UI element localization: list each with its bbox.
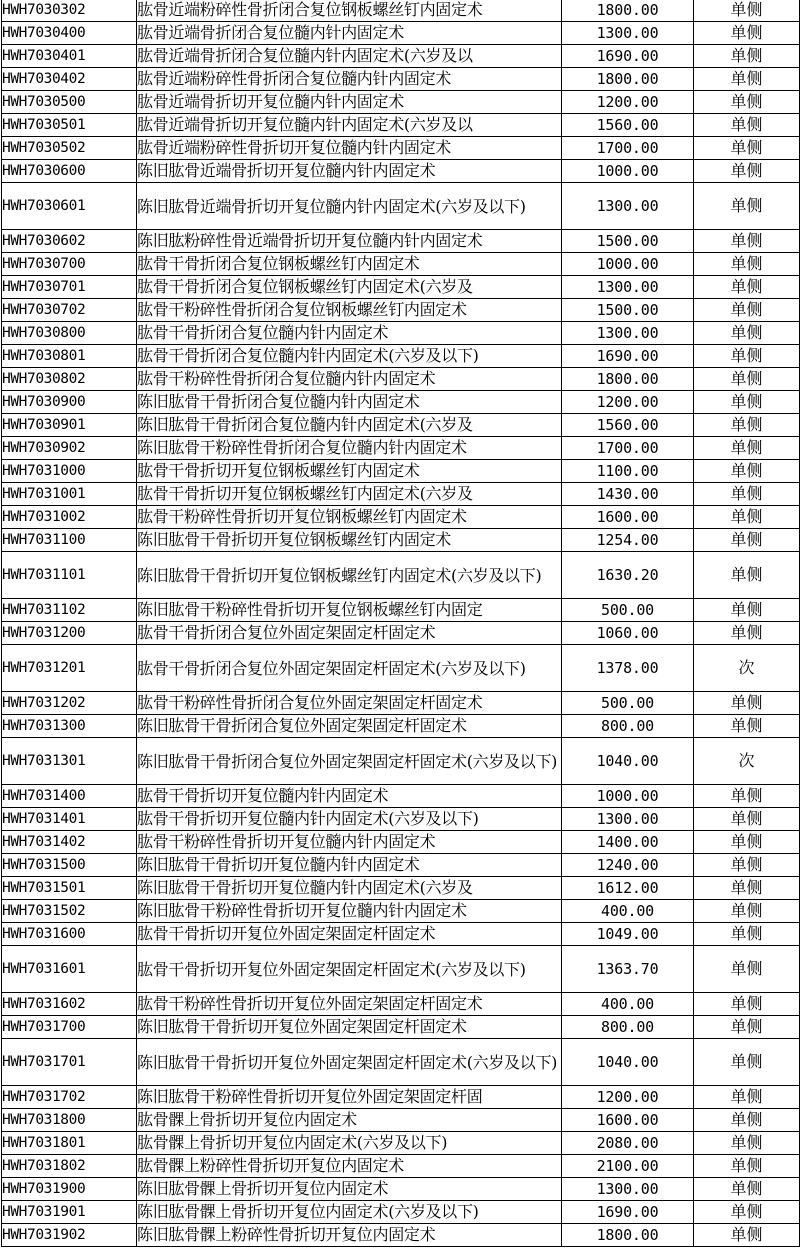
item-code-cell: HWH7030402 [2, 68, 137, 91]
item-name-cell: 肱骨干骨折切开复位髓内针内固定术(六岁及以下) [137, 808, 562, 831]
price-cell: 1560.00 [562, 414, 694, 437]
item-name-cell: 陈旧肱骨干骨折切开复位外固定架固定杆固定术(六岁及以下) [137, 1039, 562, 1086]
item-name-cell: 陈旧肱骨干骨折闭合复位外固定架固定杆固定术(六岁及以下) [137, 738, 562, 785]
unit-cell: 次 [694, 738, 800, 785]
item-code-cell: HWH7031000 [2, 460, 137, 483]
item-name-cell: 陈旧肱骨干骨折切开复位外固定架固定杆固定术 [137, 1016, 562, 1039]
unit-cell: 单侧 [694, 230, 800, 253]
table-row [2, 1109, 800, 1132]
item-code-cell: HWH7031802 [2, 1155, 137, 1178]
item-name-cell: 肱骨干粉碎性骨折闭合复位钢板螺丝钉内固定术 [137, 299, 562, 322]
table-row [2, 345, 800, 368]
unit-cell: 单侧 [694, 137, 800, 160]
item-name-cell: 陈旧肱骨髁上骨折切开复位内固定术 [137, 1178, 562, 1201]
price-cell: 1800.00 [562, 68, 694, 91]
item-name-cell: 陈旧肱骨干骨折切开复位钢板螺丝钉内固定术(六岁及以下) [137, 552, 562, 599]
item-name-cell: 肱骨干骨折闭合复位钢板螺丝钉内固定术(六岁及 [137, 276, 562, 299]
item-name-cell: 陈旧肱骨干粉碎性骨折切开复位钢板螺丝钉内固定 [137, 599, 562, 622]
fee-table-body [2, 0, 800, 1247]
item-code-cell: HWH7031602 [2, 993, 137, 1016]
unit-cell: 次 [694, 645, 800, 692]
table-row [2, 993, 800, 1016]
price-cell: 1600.00 [562, 506, 694, 529]
item-code-cell: HWH7031200 [2, 622, 137, 645]
table-row [2, 645, 800, 692]
item-name-cell: 肱骨髁上骨折切开复位内固定术 [137, 1109, 562, 1132]
table-row [2, 114, 800, 137]
table-row [2, 1039, 800, 1086]
item-code-cell: HWH7031800 [2, 1109, 137, 1132]
unit-cell: 单侧 [694, 160, 800, 183]
table-row [2, 322, 800, 345]
item-name-cell: 肱骨干骨折闭合复位髓内针内固定术 [137, 322, 562, 345]
table-row [2, 299, 800, 322]
item-code-cell: HWH7031501 [2, 877, 137, 900]
unit-cell: 单侧 [694, 45, 800, 68]
item-code-cell: HWH7031801 [2, 1132, 137, 1155]
price-cell: 1500.00 [562, 230, 694, 253]
item-code-cell: HWH7031700 [2, 1016, 137, 1039]
unit-cell: 单侧 [694, 900, 800, 923]
item-name-cell: 肱骨近端粉碎性骨折闭合复位钢板螺丝钉内固定术 [137, 0, 562, 22]
item-code-cell: HWH7031402 [2, 831, 137, 854]
item-code-cell: HWH7031500 [2, 854, 137, 877]
price-cell: 400.00 [562, 900, 694, 923]
unit-cell: 单侧 [694, 599, 800, 622]
unit-cell: 单侧 [694, 831, 800, 854]
price-cell: 1040.00 [562, 1039, 694, 1086]
item-code-cell: HWH7031202 [2, 692, 137, 715]
table-row [2, 715, 800, 738]
price-cell: 800.00 [562, 1016, 694, 1039]
price-cell: 400.00 [562, 993, 694, 1016]
table-row [2, 1086, 800, 1109]
unit-cell: 单侧 [694, 1109, 800, 1132]
unit-cell: 单侧 [694, 114, 800, 137]
item-name-cell: 肱骨干骨折闭合复位外固定架固定杆固定术 [137, 622, 562, 645]
item-code-cell: HWH7030600 [2, 160, 137, 183]
unit-cell: 单侧 [694, 506, 800, 529]
price-cell: 1000.00 [562, 785, 694, 808]
price-cell: 1300.00 [562, 1178, 694, 1201]
table-row [2, 552, 800, 599]
unit-cell: 单侧 [694, 368, 800, 391]
table-row [2, 599, 800, 622]
item-code-cell: HWH7030502 [2, 137, 137, 160]
unit-cell: 单侧 [694, 946, 800, 993]
item-name-cell: 肱骨干骨折切开复位髓内针内固定术 [137, 785, 562, 808]
item-name-cell: 肱骨近端粉碎性骨折闭合复位髓内针内固定术 [137, 68, 562, 91]
item-name-cell: 肱骨干骨折闭合复位钢板螺丝钉内固定术 [137, 253, 562, 276]
item-name-cell: 肱骨干骨折切开复位外固定架固定杆固定术(六岁及以下) [137, 946, 562, 993]
table-row [2, 923, 800, 946]
table-row [2, 137, 800, 160]
price-cell: 1040.00 [562, 738, 694, 785]
price-cell: 1300.00 [562, 183, 694, 230]
item-code-cell: HWH7031101 [2, 552, 137, 599]
price-cell: 1100.00 [562, 460, 694, 483]
price-cell: 1200.00 [562, 1086, 694, 1109]
table-row [2, 738, 800, 785]
item-name-cell: 陈旧肱骨干粉碎性骨折切开复位外固定架固定杆固 [137, 1086, 562, 1109]
unit-cell: 单侧 [694, 622, 800, 645]
table-row [2, 1178, 800, 1201]
table-row [2, 45, 800, 68]
table-row [2, 253, 800, 276]
table-row [2, 437, 800, 460]
unit-cell: 单侧 [694, 1132, 800, 1155]
price-cell: 2080.00 [562, 1132, 694, 1155]
item-code-cell: HWH7030900 [2, 391, 137, 414]
item-code-cell: HWH7031900 [2, 1178, 137, 1201]
item-name-cell: 肱骨干骨折闭合复位外固定架固定杆固定术(六岁及以下) [137, 645, 562, 692]
price-cell: 1000.00 [562, 253, 694, 276]
table-row [2, 160, 800, 183]
item-name-cell: 肱骨髁上粉碎性骨折切开复位内固定术 [137, 1155, 562, 1178]
item-code-cell: HWH7030802 [2, 368, 137, 391]
price-cell: 1612.00 [562, 877, 694, 900]
item-name-cell: 肱骨髁上骨折切开复位内固定术(六岁及以下) [137, 1132, 562, 1155]
table-row [2, 692, 800, 715]
table-row [2, 1132, 800, 1155]
item-name-cell: 陈旧肱骨干骨折切开复位髓内针内固定术(六岁及 [137, 877, 562, 900]
unit-cell: 单侧 [694, 923, 800, 946]
unit-cell: 单侧 [694, 414, 800, 437]
item-code-cell: HWH7031201 [2, 645, 137, 692]
item-code-cell: HWH7031002 [2, 506, 137, 529]
price-cell: 1800.00 [562, 0, 694, 22]
unit-cell: 单侧 [694, 1039, 800, 1086]
item-code-cell: HWH7031502 [2, 900, 137, 923]
price-cell: 1378.00 [562, 645, 694, 692]
unit-cell: 单侧 [694, 345, 800, 368]
price-cell: 1200.00 [562, 91, 694, 114]
item-name-cell: 肱骨近端骨折闭合复位髓内针内固定术 [137, 22, 562, 45]
unit-cell: 单侧 [694, 276, 800, 299]
fee-table [1, 0, 800, 1247]
table-row [2, 1224, 800, 1247]
unit-cell: 单侧 [694, 552, 800, 599]
unit-cell: 单侧 [694, 0, 800, 22]
item-name-cell: 肱骨近端骨折切开复位髓内针内固定术(六岁及以 [137, 114, 562, 137]
item-code-cell: HWH7031901 [2, 1201, 137, 1224]
item-code-cell: HWH7030800 [2, 322, 137, 345]
unit-cell: 单侧 [694, 1086, 800, 1109]
unit-cell: 单侧 [694, 437, 800, 460]
item-name-cell: 陈旧肱骨干骨折切开复位髓内针内固定术 [137, 854, 562, 877]
item-code-cell: HWH7030700 [2, 253, 137, 276]
item-code-cell: HWH7030801 [2, 345, 137, 368]
item-code-cell: HWH7030601 [2, 183, 137, 230]
table-row [2, 1016, 800, 1039]
item-name-cell: 陈旧肱骨干粉碎性骨折切开复位髓内针内固定术 [137, 900, 562, 923]
price-cell: 1690.00 [562, 1201, 694, 1224]
table-row [2, 1201, 800, 1224]
item-code-cell: HWH7030401 [2, 45, 137, 68]
item-code-cell: HWH7030701 [2, 276, 137, 299]
price-cell: 1049.00 [562, 923, 694, 946]
item-name-cell: 陈旧肱骨干骨折闭合复位髓内针内固定术(六岁及 [137, 414, 562, 437]
table-row [2, 529, 800, 552]
unit-cell: 单侧 [694, 483, 800, 506]
table-row [2, 183, 800, 230]
unit-cell: 单侧 [694, 253, 800, 276]
table-row [2, 68, 800, 91]
table-row [2, 483, 800, 506]
item-code-cell: HWH7031401 [2, 808, 137, 831]
item-code-cell: HWH7031702 [2, 1086, 137, 1109]
item-name-cell: 肱骨干骨折切开复位钢板螺丝钉内固定术(六岁及 [137, 483, 562, 506]
item-code-cell: HWH7031600 [2, 923, 137, 946]
price-cell: 1060.00 [562, 622, 694, 645]
unit-cell: 单侧 [694, 808, 800, 831]
item-code-cell: HWH7031300 [2, 715, 137, 738]
unit-cell: 单侧 [694, 322, 800, 345]
table-row [2, 276, 800, 299]
unit-cell: 单侧 [694, 1224, 800, 1247]
table-row [2, 91, 800, 114]
price-cell: 800.00 [562, 715, 694, 738]
item-name-cell: 陈旧肱骨髁上骨折切开复位内固定术(六岁及以下) [137, 1201, 562, 1224]
unit-cell: 单侧 [694, 68, 800, 91]
price-cell: 1300.00 [562, 808, 694, 831]
item-name-cell: 肱骨近端骨折切开复位髓内针内固定术 [137, 91, 562, 114]
price-cell: 1000.00 [562, 160, 694, 183]
price-cell: 1690.00 [562, 345, 694, 368]
table-row [2, 831, 800, 854]
item-code-cell: HWH7031902 [2, 1224, 137, 1247]
unit-cell: 单侧 [694, 877, 800, 900]
item-code-cell: HWH7031701 [2, 1039, 137, 1086]
price-cell: 1400.00 [562, 831, 694, 854]
item-code-cell: HWH7031400 [2, 785, 137, 808]
price-cell: 1300.00 [562, 22, 694, 45]
item-name-cell: 肱骨近端骨折闭合复位髓内针内固定术(六岁及以 [137, 45, 562, 68]
item-name-cell: 陈旧肱骨干骨折切开复位钢板螺丝钉内固定术 [137, 529, 562, 552]
item-code-cell: HWH7031001 [2, 483, 137, 506]
table-row [2, 414, 800, 437]
table-row [2, 900, 800, 923]
item-name-cell: 肱骨干粉碎性骨折闭合复位外固定架固定杆固定术 [137, 692, 562, 715]
unit-cell: 单侧 [694, 692, 800, 715]
unit-cell: 单侧 [694, 91, 800, 114]
price-cell: 1200.00 [562, 391, 694, 414]
price-cell: 1700.00 [562, 437, 694, 460]
unit-cell: 单侧 [694, 785, 800, 808]
item-code-cell: HWH7030500 [2, 91, 137, 114]
price-cell: 1630.20 [562, 552, 694, 599]
item-name-cell: 陈旧肱骨髁上粉碎性骨折切开复位内固定术 [137, 1224, 562, 1247]
item-name-cell: 肱骨干粉碎性骨折切开复位髓内针内固定术 [137, 831, 562, 854]
table-row [2, 460, 800, 483]
item-name-cell: 陈旧肱骨近端骨折切开复位髓内针内固定术 [137, 160, 562, 183]
unit-cell: 单侧 [694, 993, 800, 1016]
item-code-cell: HWH7030902 [2, 437, 137, 460]
unit-cell: 单侧 [694, 1155, 800, 1178]
item-name-cell: 肱骨干骨折闭合复位髓内针内固定术(六岁及以下) [137, 345, 562, 368]
unit-cell: 单侧 [694, 529, 800, 552]
unit-cell: 单侧 [694, 460, 800, 483]
item-code-cell: HWH7030302 [2, 0, 137, 22]
price-cell: 1690.00 [562, 45, 694, 68]
item-name-cell: 陈旧肱粉碎性骨近端骨折切开复位髓内针内固定术 [137, 230, 562, 253]
price-cell: 1800.00 [562, 1224, 694, 1247]
unit-cell: 单侧 [694, 854, 800, 877]
table-row [2, 391, 800, 414]
unit-cell: 单侧 [694, 299, 800, 322]
unit-cell: 单侧 [694, 1016, 800, 1039]
item-code-cell: HWH7031301 [2, 738, 137, 785]
table-row [2, 622, 800, 645]
price-cell: 1700.00 [562, 137, 694, 160]
item-name-cell: 肱骨干骨折切开复位外固定架固定杆固定术 [137, 923, 562, 946]
unit-cell: 单侧 [694, 183, 800, 230]
item-code-cell: HWH7030602 [2, 230, 137, 253]
item-code-cell: HWH7031100 [2, 529, 137, 552]
price-cell: 1300.00 [562, 276, 694, 299]
table-row [2, 0, 800, 22]
price-cell: 500.00 [562, 692, 694, 715]
table-row [2, 506, 800, 529]
price-cell: 1254.00 [562, 529, 694, 552]
item-name-cell: 肱骨干粉碎性骨折切开复位外固定架固定杆固定术 [137, 993, 562, 1016]
table-row [2, 230, 800, 253]
table-row [2, 854, 800, 877]
table-row [2, 808, 800, 831]
price-cell: 2100.00 [562, 1155, 694, 1178]
item-name-cell: 陈旧肱骨干粉碎性骨折闭合复位髓内针内固定术 [137, 437, 562, 460]
unit-cell: 单侧 [694, 391, 800, 414]
item-name-cell: 肱骨干粉碎性骨折切开复位钢板螺丝钉内固定术 [137, 506, 562, 529]
item-name-cell: 陈旧肱骨干骨折闭合复位外固定架固定杆固定术 [137, 715, 562, 738]
unit-cell: 单侧 [694, 715, 800, 738]
item-name-cell: 肱骨干骨折切开复位钢板螺丝钉内固定术 [137, 460, 562, 483]
table-row [2, 22, 800, 45]
price-cell: 1430.00 [562, 483, 694, 506]
table-row [2, 1155, 800, 1178]
table-row [2, 877, 800, 900]
price-cell: 1560.00 [562, 114, 694, 137]
unit-cell: 单侧 [694, 1178, 800, 1201]
price-cell: 1240.00 [562, 854, 694, 877]
item-code-cell: HWH7031102 [2, 599, 137, 622]
item-code-cell: HWH7030501 [2, 114, 137, 137]
item-name-cell: 肱骨近端粉碎性骨折切开复位髓内针内固定术 [137, 137, 562, 160]
item-code-cell: HWH7030702 [2, 299, 137, 322]
item-name-cell: 肱骨干粉碎性骨折闭合复位髓内针内固定术 [137, 368, 562, 391]
price-cell: 1363.70 [562, 946, 694, 993]
item-name-cell: 陈旧肱骨近端骨折切开复位髓内针内固定术(六岁及以下) [137, 183, 562, 230]
table-row [2, 785, 800, 808]
price-cell: 1300.00 [562, 322, 694, 345]
unit-cell: 单侧 [694, 1201, 800, 1224]
price-cell: 1800.00 [562, 368, 694, 391]
price-cell: 1600.00 [562, 1109, 694, 1132]
table-row [2, 946, 800, 993]
price-cell: 1500.00 [562, 299, 694, 322]
price-cell: 500.00 [562, 599, 694, 622]
item-code-cell: HWH7030901 [2, 414, 137, 437]
item-code-cell: HWH7030400 [2, 22, 137, 45]
unit-cell: 单侧 [694, 22, 800, 45]
item-name-cell: 陈旧肱骨干骨折闭合复位髓内针内固定术 [137, 391, 562, 414]
item-code-cell: HWH7031601 [2, 946, 137, 993]
table-row [2, 368, 800, 391]
